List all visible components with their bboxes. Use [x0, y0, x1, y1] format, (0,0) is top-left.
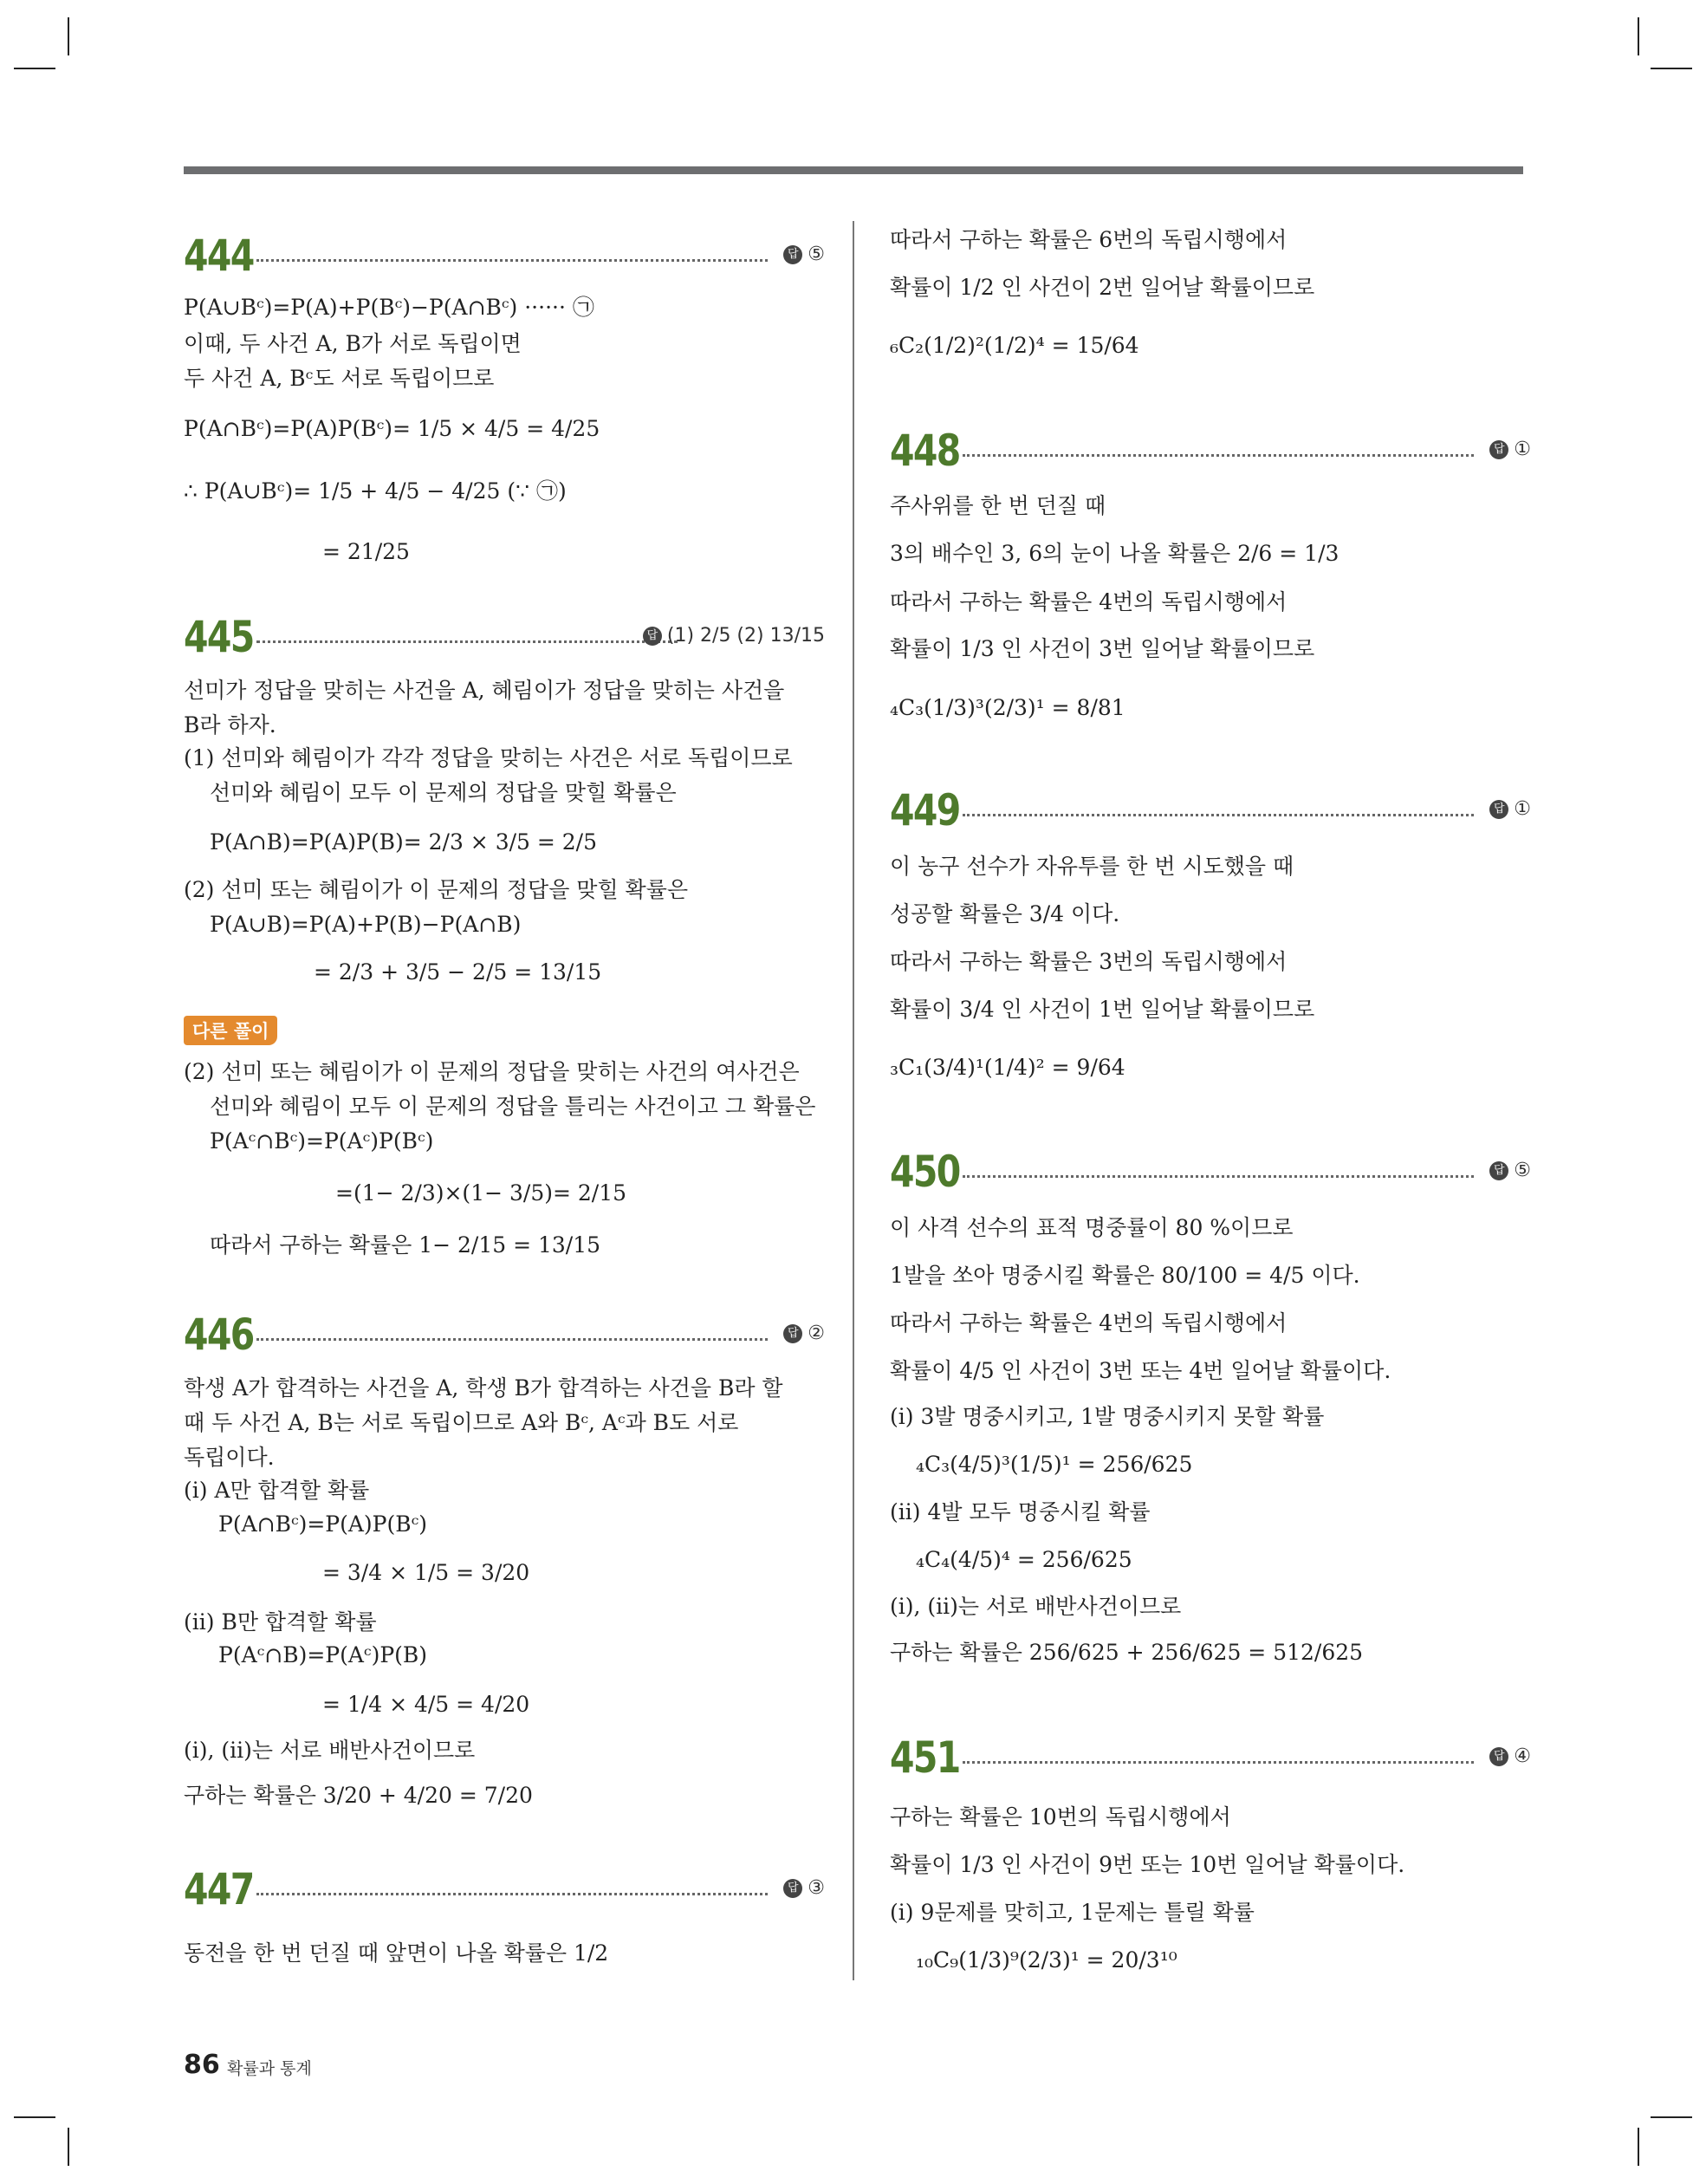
- answer-icon: 답: [643, 627, 662, 646]
- alt-solution-badge: 다른 풀이: [184, 1016, 277, 1045]
- leader-dots: [963, 814, 1474, 816]
- solution-line: ₄C₃(1/3)³(2/3)¹ = 8/81: [890, 695, 1125, 720]
- solution-line: P(Aᶜ∩B)=P(Aᶜ)P(B): [218, 1642, 428, 1667]
- solution-line: = 2/3 + 3/5 − 2/5 = 13/15: [314, 959, 602, 985]
- leader-dots: [256, 259, 768, 262]
- leader-dots: [963, 1175, 1474, 1178]
- answer-icon: 답: [1489, 440, 1508, 459]
- solution-line: 확률이 3/4 인 사건이 1번 일어날 확률이므로: [890, 997, 1315, 1022]
- solution-line: 때 두 사건 A, B는 서로 독립이므로 A와 Bᶜ, Aᶜ과 B도 서로: [184, 1410, 739, 1435]
- solution-line: ₆C₂(1/2)²(1/2)⁴ = 15/64: [890, 333, 1139, 358]
- crop-mark: [68, 17, 69, 55]
- problem-444-header: [184, 230, 825, 282]
- solution-line: (ⅰ) A만 합격할 확률: [184, 1478, 370, 1503]
- solution-line: 이때, 두 사건 A, B가 서로 독립이면: [184, 331, 522, 356]
- solution-line: ₁₀C₉(1/3)⁹(2/3)¹ = 20/3¹⁰: [916, 1947, 1177, 1973]
- crop-mark: [1638, 2128, 1639, 2166]
- solution-line: 따라서 구하는 확률은 4번의 독립시행에서: [890, 589, 1288, 614]
- leader-dots: [256, 1893, 768, 1895]
- solution-line: ∴ P(A∪Bᶜ)= 1/5 + 4/5 − 4/25 (∵ ㉠): [184, 478, 567, 504]
- leader-dots: [963, 454, 1474, 457]
- answer-icon: 답: [783, 1324, 802, 1343]
- solution-line: (ⅰ), (ⅱ)는 서로 배반사건이므로: [890, 1594, 1182, 1619]
- solution-line: 선미가 정답을 맞히는 사건을 A, 혜림이가 정답을 맞히는 사건을: [184, 678, 785, 703]
- crop-mark: [68, 2128, 69, 2166]
- crop-mark: [1651, 2116, 1692, 2118]
- solution-line: (ⅰ) 3발 명중시키고, 1발 명중시키지 못할 확률: [890, 1404, 1325, 1429]
- problem-number: 448: [890, 426, 960, 476]
- solution-line: 선미와 혜림이 모두 이 문제의 정답을 맞힐 확률은: [210, 780, 677, 805]
- solution-line: B라 하자.: [184, 712, 276, 738]
- solution-line: 따라서 구하는 확률은 3번의 독립시행에서: [890, 949, 1288, 974]
- answer-value: ④: [1514, 1745, 1531, 1767]
- crop-mark: [14, 68, 55, 69]
- solution-line: (1) 선미와 혜림이가 각각 정답을 맞히는 사건은 서로 독립이므로: [184, 745, 793, 770]
- page-number: 86: [184, 2050, 220, 2080]
- answer: [1489, 1160, 1531, 1181]
- solution-line: (ⅱ) B만 합격할 확률: [184, 1609, 377, 1635]
- problem-447-header: [184, 1863, 825, 1915]
- solution-line: 구하는 확률은 3/20 + 4/20 = 7/20: [184, 1783, 533, 1808]
- solution-line: 따라서 구하는 확률은 1− 2/15 = 13/15: [210, 1232, 601, 1258]
- solution-line: (ⅰ) 9문제를 맞히고, 1문제는 틀릴 확률: [890, 1900, 1255, 1925]
- problem-number: 447: [184, 1864, 254, 1914]
- solution-line: ₃C₁(3/4)¹(1/4)² = 9/64: [890, 1055, 1125, 1080]
- solution-line: (2) 선미 또는 혜림이가 이 문제의 정답을 맞히는 사건의 여사건은: [184, 1059, 800, 1084]
- problem-449-header: [890, 784, 1531, 836]
- problem-450-header: [890, 1146, 1531, 1198]
- solution-line: 학생 A가 합격하는 사건을 A, 학생 B가 합격하는 사건을 B라 할: [184, 1375, 783, 1401]
- answer-value: ①: [1514, 439, 1531, 460]
- answer-icon: 답: [783, 245, 802, 264]
- solution-line: (ⅰ), (ⅱ)는 서로 배반사건이므로: [184, 1738, 476, 1763]
- answer-icon: 답: [1489, 1161, 1508, 1180]
- problem-number: 451: [890, 1732, 960, 1783]
- solution-line: (2) 선미 또는 혜림이가 이 문제의 정답을 맞힐 확률은: [184, 877, 688, 902]
- solution-line: 두 사건 A, Bᶜ도 서로 독립이므로: [184, 366, 495, 391]
- solution-line: P(Aᶜ∩Bᶜ)=P(Aᶜ)P(Bᶜ): [210, 1128, 434, 1154]
- solution-line: 구하는 확률은 256/625 + 256/625 = 512/625: [890, 1640, 1364, 1665]
- solution-line: (ⅱ) 4발 모두 명중시킬 확률: [890, 1499, 1151, 1524]
- solution-line: 선미와 혜림이 모두 이 문제의 정답을 틀리는 사건이고 그 확률은: [210, 1094, 816, 1119]
- answer-value: (1) 2/5 (2) 13/15: [666, 625, 825, 647]
- solution-line: 확률이 4/5 인 사건이 3번 또는 4번 일어날 확률이다.: [890, 1358, 1391, 1383]
- problem-451-header: [890, 1732, 1531, 1784]
- answer: [1489, 439, 1531, 460]
- solution-line: ₄C₃(4/5)³(1/5)¹ = 256/625: [916, 1452, 1193, 1477]
- solution-line: 1발을 쏘아 명중시킬 확률은 80/100 = 4/5 이다.: [890, 1263, 1360, 1288]
- solution-line: 독립이다.: [184, 1445, 275, 1470]
- solution-line: 확률이 1/2 인 사건이 2번 일어날 확률이므로: [890, 275, 1315, 300]
- solution-line: 성공할 확률은 3/4 이다.: [890, 901, 1120, 926]
- answer-icon: 답: [1489, 800, 1508, 819]
- solution-line: P(A∪Bᶜ)=P(A)+P(Bᶜ)−P(A∩Bᶜ) ······ ㉠: [184, 295, 594, 320]
- answer: [783, 244, 825, 265]
- crop-mark: [1638, 17, 1639, 55]
- solution-line: = 1/4 × 4/5 = 4/20: [322, 1692, 530, 1717]
- problem-number: 445: [184, 612, 254, 662]
- solution-line: 확률이 1/3 인 사건이 9번 또는 10번 일어날 확률이다.: [890, 1852, 1405, 1877]
- answer-value: ⑤: [1514, 1160, 1531, 1181]
- column-divider: [853, 221, 854, 1980]
- answer-value: ②: [808, 1323, 825, 1344]
- solution-line: 3의 배수인 3, 6의 눈이 나올 확률은 2/6 = 1/3: [890, 541, 1340, 566]
- solution-line: 이 농구 선수가 자유투를 한 번 시도했을 때: [890, 854, 1294, 879]
- solution-line: = 21/25: [322, 539, 410, 564]
- answer: [783, 1877, 825, 1899]
- solution-line: 이 사격 선수의 표적 명중률이 80 %이므로: [890, 1215, 1294, 1240]
- solution-line: P(A∩B)=P(A)P(B)= 2/3 × 3/5 = 2/5: [210, 829, 598, 855]
- problem-number: 449: [890, 785, 960, 835]
- solution-line: 동전을 한 번 던질 때 앞면이 나올 확률은 1/2: [184, 1940, 609, 1966]
- leader-dots: [256, 1338, 768, 1341]
- section-title: 확률과 통계: [227, 2059, 312, 2078]
- problem-446-header: [184, 1309, 825, 1361]
- solution-line: P(A∩Bᶜ)=P(A)P(Bᶜ): [218, 1511, 428, 1537]
- solution-line: = 3/4 × 1/5 = 3/20: [322, 1560, 530, 1585]
- answer: [1489, 1745, 1531, 1767]
- solution-line: P(A∩Bᶜ)=P(A)P(Bᶜ)= 1/5 × 4/5 = 4/25: [184, 416, 600, 441]
- problem-number: 446: [184, 1310, 254, 1360]
- answer-value: ⑤: [808, 244, 825, 265]
- problem-448-header: [890, 425, 1531, 477]
- crop-mark: [1651, 68, 1692, 69]
- leader-dots: [256, 640, 678, 643]
- problem-number: 444: [184, 231, 254, 281]
- solution-line: P(A∪B)=P(A)+P(B)−P(A∩B): [210, 912, 522, 937]
- problem-445-header: [184, 611, 825, 663]
- answer-icon: 답: [1489, 1747, 1508, 1766]
- problem-number: 450: [890, 1147, 960, 1197]
- header-rule: [184, 166, 1523, 174]
- answer-value: ①: [1514, 798, 1531, 820]
- solution-line: 따라서 구하는 확률은 6번의 독립시행에서: [890, 227, 1288, 252]
- answer: [783, 1323, 825, 1344]
- solution-line: ₄C₄(4/5)⁴ = 256/625: [916, 1547, 1132, 1572]
- solution-line: =(1− 2/3)×(1− 3/5)= 2/15: [335, 1180, 627, 1206]
- crop-mark: [14, 2116, 55, 2118]
- answer-value: ③: [808, 1877, 825, 1899]
- solution-line: 주사위를 한 번 던질 때: [890, 493, 1106, 518]
- solution-line: 구하는 확률은 10번의 독립시행에서: [890, 1804, 1231, 1830]
- solution-line: 확률이 1/3 인 사건이 3번 일어날 확률이므로: [890, 636, 1315, 661]
- leader-dots: [963, 1761, 1474, 1764]
- solution-line: 따라서 구하는 확률은 4번의 독립시행에서: [890, 1310, 1288, 1336]
- answer: [643, 625, 825, 647]
- answer: [1489, 798, 1531, 820]
- answer-icon: 답: [783, 1879, 802, 1898]
